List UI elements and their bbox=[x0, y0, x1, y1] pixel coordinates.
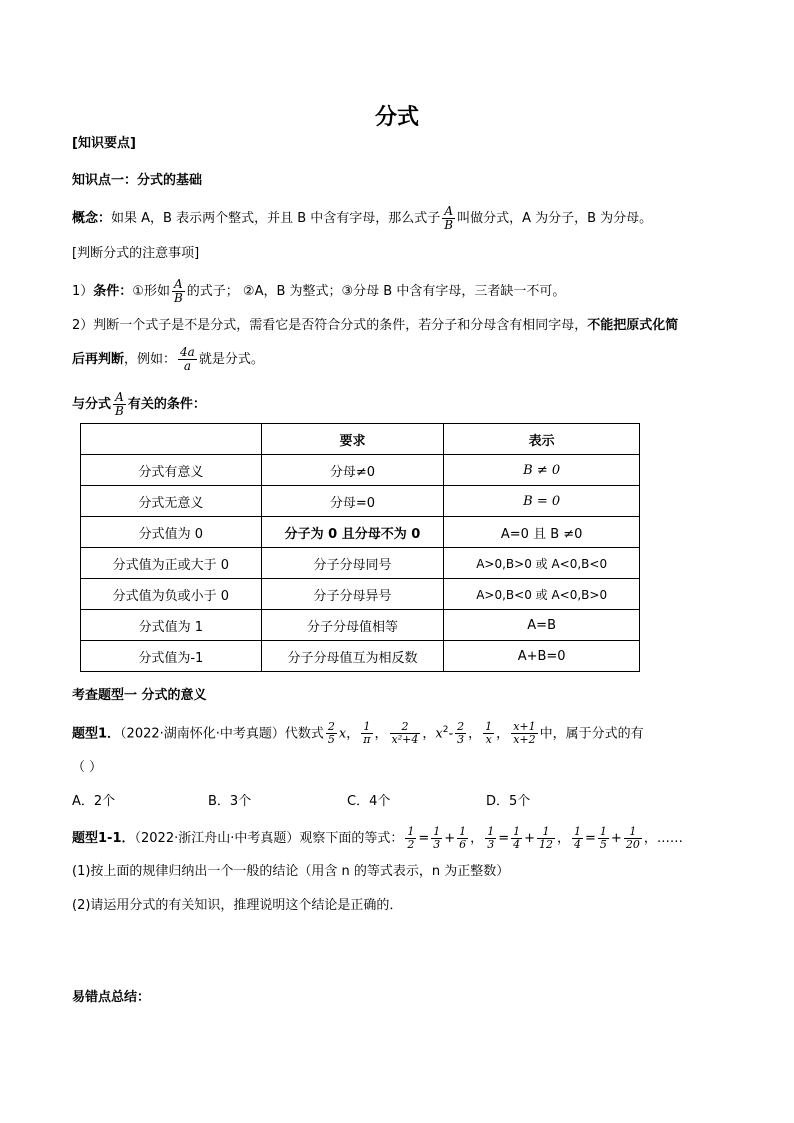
fraction-denominator: B bbox=[173, 291, 183, 305]
conditions-heading-after: 有关的条件： bbox=[127, 397, 206, 412]
fraction-numerator: 4a bbox=[180, 345, 195, 359]
expr-fraction: $\frac{1}{x}$ bbox=[485, 720, 493, 747]
conditions-heading-before: 与分式 bbox=[72, 397, 112, 412]
table-cell: A=B bbox=[444, 610, 640, 641]
q2-line: 题型1-1．（2022·浙江舟山·中考真题）观察下面的等式： $\frac{1}{2}$ = $\frac{1}{3}$ + $\frac{1}{6}$ ， $\frac{1}{3}$ = $\frac{1}{4}$ + $\frac{1}{12}$ ， $\frac{1}{4}$ = $\frac{1}{5}$ + $\frac{1}{20}$ ，…… bbox=[72, 825, 683, 851]
note2-fraction bbox=[178, 346, 197, 373]
type1-heading: 考查题型一 分式的意义 bbox=[72, 688, 207, 703]
note2-line2-text: ，例如： bbox=[124, 352, 177, 367]
expr-fraction: $\frac{x+1}{x+2}$ bbox=[513, 720, 536, 747]
fraction-numerator: A bbox=[115, 390, 124, 404]
q1-label: 题型1． bbox=[72, 726, 121, 742]
option-d: D．5个 bbox=[486, 794, 531, 809]
concept-fraction bbox=[442, 205, 455, 232]
table-header-cell: 表示 bbox=[444, 424, 640, 455]
option-a: A．2个 bbox=[72, 794, 116, 809]
note2-line2-bold: 后再判断 bbox=[72, 352, 125, 367]
eq-fraction: $\frac{1}{4}$ bbox=[513, 825, 521, 851]
q2-part2: (2)请运用分式的有关知识，推理说明这个结论是正确的． bbox=[72, 898, 403, 913]
table-cell: 分子分母同号 bbox=[261, 548, 444, 579]
concept-line bbox=[72, 205, 652, 232]
fraction-denominator: B bbox=[444, 218, 454, 232]
section-tag: [知识要点] bbox=[72, 136, 136, 151]
table-row bbox=[81, 548, 640, 579]
q2-ellipsis: …… bbox=[656, 831, 683, 846]
table-cell: A+B=0 bbox=[444, 641, 640, 672]
table-row bbox=[81, 579, 640, 610]
table-cell: A=0 且 B ≠0 bbox=[444, 517, 640, 548]
table-row bbox=[81, 486, 640, 517]
expr-fraction: $\frac{2}{5}$ bbox=[327, 720, 335, 747]
q1-end: 中，属于分式的有 bbox=[539, 726, 644, 742]
eq-fraction: $\frac{1}{20}$ bbox=[625, 825, 640, 851]
table-cell: B = 0 bbox=[444, 486, 640, 517]
q2-part1: (1)按上面的规律归纳出一个一般的结论（用含 n 的等式表示，n 为正整数） bbox=[72, 864, 510, 879]
expr-fraction: $\frac{2}{3}$ bbox=[457, 720, 465, 747]
table-header-cell bbox=[81, 424, 262, 455]
fraction-numerator: A bbox=[174, 277, 183, 291]
table-cell: 分式值为 0 bbox=[81, 517, 262, 548]
note1-text-after: 的式子； ②A，B 为整式；③分母 B 中含有字母，三者缺一不可。 bbox=[186, 284, 566, 299]
option-c: C．4个 bbox=[347, 794, 391, 809]
note2-bold: 不能把原式化简 bbox=[587, 318, 679, 333]
table-cell: B ≠ 0 bbox=[444, 455, 640, 486]
eq-fraction: $\frac{1}{4}$ bbox=[574, 825, 582, 851]
eq-fraction: $\frac{1}{6}$ bbox=[459, 825, 467, 851]
note1-label: 条件： bbox=[93, 284, 133, 299]
note1-fraction bbox=[172, 278, 185, 305]
table-row bbox=[81, 517, 640, 548]
table-cell: 分式值为 1 bbox=[81, 610, 262, 641]
q2-source: （2022·浙江舟山·中考真题）观察下面的等式： bbox=[134, 831, 404, 846]
concept-text-before: 如果 A，B 表示两个整式，并且 B 中含有字母，那么式子 bbox=[111, 211, 441, 226]
expr-fraction: $\frac{2}{\text{x²+4}}$ bbox=[391, 720, 419, 747]
table-cell: 分式无意义 bbox=[81, 486, 262, 517]
table-cell: 分母=0 bbox=[261, 486, 444, 517]
table-cell: 分子为 0 且分母不为 0 bbox=[261, 517, 444, 548]
table-cell: 分子分母值互为相反数 bbox=[261, 641, 444, 672]
conditions-fraction bbox=[113, 391, 126, 418]
concept-label: 概念： bbox=[72, 211, 112, 226]
eq-fraction: $\frac{1}{5}$ bbox=[599, 825, 607, 851]
note1-prefix: 1） bbox=[72, 284, 94, 299]
table-cell: 分式值为-1 bbox=[81, 641, 262, 672]
fraction-numerator: A bbox=[444, 204, 454, 218]
eq-fraction: $\frac{1}{12}$ bbox=[539, 825, 553, 851]
q1-blank: （ ） bbox=[72, 760, 103, 775]
conditions-table bbox=[80, 423, 640, 672]
eq-fraction: $\frac{1}{3}$ bbox=[487, 825, 495, 851]
fraction-denominator: B bbox=[115, 404, 124, 418]
table-cell: 分子分母值相等 bbox=[261, 610, 444, 641]
conditions-heading bbox=[72, 391, 206, 418]
eq-fraction: $\frac{1}{2}$ bbox=[407, 825, 415, 851]
fraction-denominator: a bbox=[178, 359, 197, 373]
eq-fraction: $\frac{1}{3}$ bbox=[433, 825, 441, 851]
note2-text: 2）判断一个式子是不是分式，需看它是否符合分式的条件，若分子和分母含有相同字母， bbox=[72, 318, 588, 333]
q1-source: （2022·湖南怀化·中考真题）代数式 bbox=[120, 726, 324, 742]
table-cell: 分母≠0 bbox=[261, 455, 444, 486]
note1-line bbox=[72, 278, 565, 305]
point1-heading: 知识点一：分式的基础 bbox=[72, 173, 203, 188]
table-row bbox=[81, 641, 640, 672]
table-cell: 分式值为负或小于 0 bbox=[81, 579, 262, 610]
table-cell: 分式有意义 bbox=[81, 455, 262, 486]
table-cell: 分式值为正或大于 0 bbox=[81, 548, 262, 579]
note2-line2 bbox=[72, 346, 264, 373]
table-header-cell: 要求 bbox=[261, 424, 444, 455]
table-cell: A>0,B>0 或 A<0,B<0 bbox=[444, 548, 640, 579]
note2-line2-end: 就是分式。 bbox=[198, 352, 264, 367]
note1-text-before: ①形如 bbox=[132, 284, 170, 299]
q2-label: 题型1-1． bbox=[72, 831, 135, 846]
page-title: 分式 bbox=[374, 105, 419, 130]
option-b: B．3个 bbox=[208, 794, 252, 809]
summary-heading: 易错点总结： bbox=[72, 990, 151, 1005]
notes-heading: [判断分式的注意事项] bbox=[72, 246, 200, 261]
note2-line1 bbox=[72, 316, 678, 336]
table-row bbox=[81, 455, 640, 486]
table-cell: A>0,B<0 或 A<0,B>0 bbox=[444, 579, 640, 610]
table-cell: 分子分母异号 bbox=[261, 579, 444, 610]
q1-line: 题型1．（2022·湖南怀化·中考真题）代数式 $\frac{2}{5}$ x， $\frac{1}{\pi}$ ， $\frac{2}{\text{x²+4}}$ ，$x^2-$ $\frac{2}{3}$ ， $\frac{1}{x}$ ， $\frac{x+1}{x+2}$ 中，属于分式的有 bbox=[72, 720, 644, 747]
expr-fraction: $\frac{1}{\pi}$ bbox=[363, 720, 371, 747]
table-row bbox=[81, 610, 640, 641]
table-header-row bbox=[81, 424, 640, 455]
concept-text-after: 叫做分式，A 为分子，B 为分母。 bbox=[457, 211, 653, 226]
